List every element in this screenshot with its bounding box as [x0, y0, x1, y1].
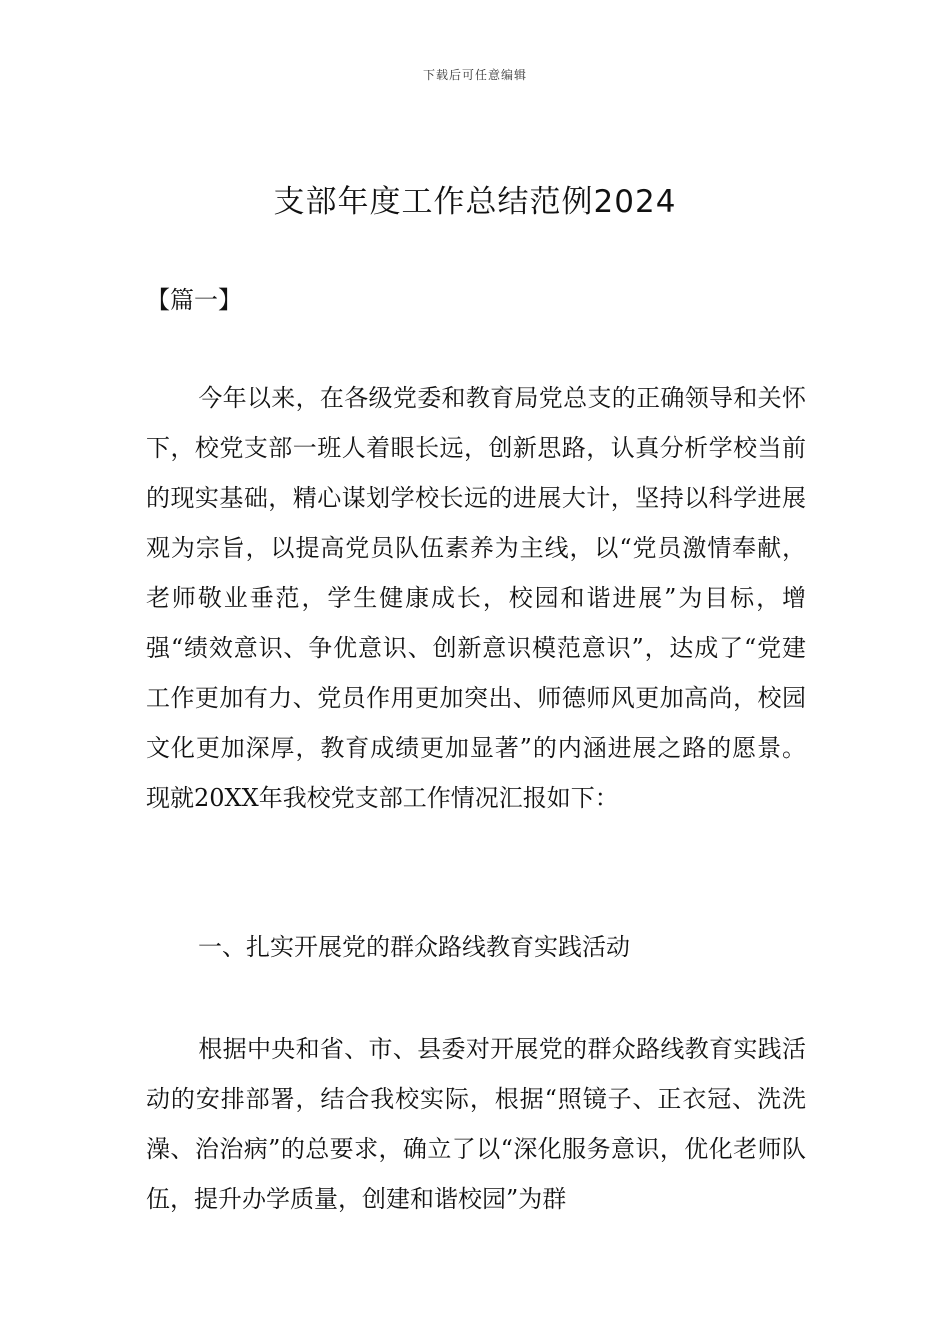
paragraph-body-text: 根据中央和省、市、县委对开展党的群众路线教育实践活动的安排部署，结合我校实际，根据“照镜子、正衣冠、洗洗澡、治治病”的总要求，确立了以“深化服务意识，优化老师队伍，提升办学质量，创建和谐校园”为群: [146, 1035, 806, 1213]
header-note: 下载后可任意编辑: [422, 68, 527, 82]
paragraph-body: [146, 1024, 806, 1224]
section-tag: 【篇一】: [146, 286, 242, 314]
paragraph-intro: [146, 373, 806, 823]
document-title: 支部年度工作总结范例2024: [273, 184, 677, 220]
paragraph-intro-text: 今年以来，在各级党委和教育局党总支的正确领导和关怀下，校党支部一班人着眼长远，创新思路，认真分析学校当前的现实基础，精心谋划学校长远的进展大计，坚持以科学进展观为宗旨，以提高党员队伍素养为主线，以“党员激情奉献，老师敬业垂范，学生健康成长，校园和谐进展”为目标，增强“绩效意识、争优意识、创新意识模范意识”，达成了“党建工作更加有力、党员作用更加突出、师德师风更加高尚，校园文化更加深厚，教育成绩更加显著”的内涵进展之路的愿景。现就20XX年我校党支部工作情况汇报如下：: [146, 384, 806, 812]
section-heading: 一、扎实开展党的群众路线教育实践活动: [198, 933, 630, 961]
